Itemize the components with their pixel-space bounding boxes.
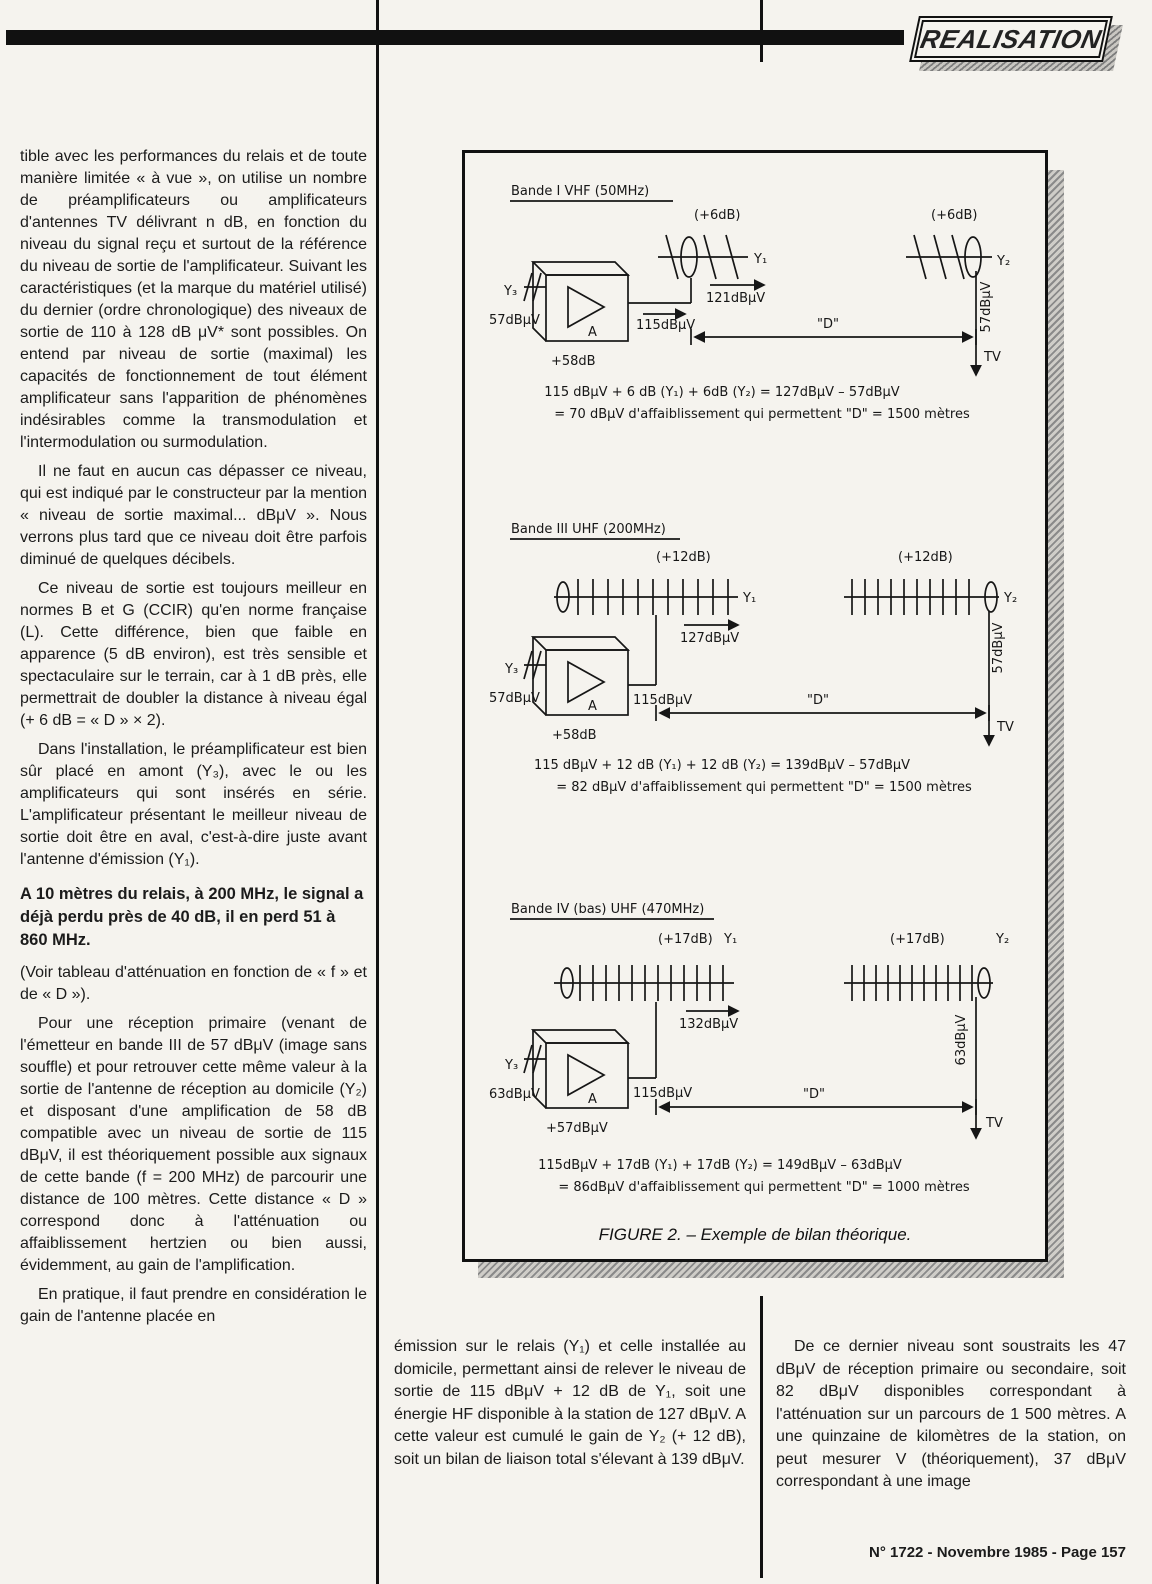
amp-output-level: 115dBμV	[636, 318, 696, 333]
downlead-level: 63dBμV	[954, 1014, 969, 1066]
amp-gain: +58dB	[551, 354, 596, 369]
paragraph-6: Pour une réception primaire (venant de l'émetteur en bande III de 57 dBμV (image sans souffle) et pour retrouver cette même valeur à la sortie de l'antenne de réception au domicile (Y₂) et disposant d'une amplification de 58 dB compatible avec un niveau de sortie de 115 dBμV, il est théoriquement possible aux signaux de cette bande (f = 200 MHz) de parcourir une distance de 100 mètres. Cette distance « D » correspond donc à l'atténuation ou affaiblissement hertzien ou bien aussi, évidemment, au gain de l'amplification.	[20, 1015, 367, 1274]
rx-antenna-y2	[906, 235, 992, 279]
amp-gain: +57dBμV	[546, 1121, 608, 1136]
section-heading: A 10 mètres du relais, à 200 MHz, le signal a déjà perdu près de 40 dB, il en perd 51 à 860 MHz.	[20, 885, 364, 949]
diagram-band-i-vhf	[466, 175, 1046, 437]
distance-label: "D"	[807, 693, 829, 708]
formula-line-2: = 86dBμV d'affaiblissement qui permettent "D" = 1000 mètres	[558, 1180, 970, 1195]
distance-label: "D"	[817, 317, 839, 332]
amp-letter: A	[588, 1092, 597, 1107]
tx-gain-label: (+17dB)	[658, 932, 713, 947]
rx-antenna-y2	[844, 965, 993, 1001]
distance-label: "D"	[803, 1087, 825, 1102]
amplifier-box	[533, 1030, 628, 1108]
y3-label: Y₃	[504, 284, 518, 299]
banner-label: REALISATION	[918, 23, 1105, 54]
pickup-antenna-y3	[524, 273, 546, 301]
paragraph-5: (Voir tableau d'atténuation en fonction de « f » et de « D »).	[20, 964, 367, 1003]
pickup-antenna-y3	[524, 651, 546, 679]
amp-letter: A	[588, 699, 597, 714]
y1-label: Y₁	[743, 591, 757, 606]
radiated-level: 127dBμV	[680, 631, 740, 646]
pickup-antenna-y3	[524, 1045, 546, 1073]
rx-antenna-y2	[844, 579, 999, 615]
amp-output-level: 115dBμV	[633, 693, 693, 708]
banner-box	[909, 16, 1113, 62]
diagram-title: Bande I VHF (50MHz)	[511, 184, 650, 199]
left-column	[20, 146, 367, 1335]
formula-line-2: = 70 dBμV d'affaiblissement qui permettent "D" = 1500 mètres	[554, 407, 970, 422]
paragraph: De ce dernier niveau sont soustraits les 47 dBμV de réception primaire ou secondaire, soit 82 dBμV disponibles correspondant à l'atténuation sur un parcours de 1 500 mètres. A une quinzaine de kilomètres de la station, on peut mesurer V (théoriquement), 37 dBμV correspondant à une image	[776, 1338, 1126, 1490]
bottom-right-column	[776, 1336, 1126, 1494]
radiated-level: 121dBμV	[706, 291, 766, 306]
tx-antenna-y1	[554, 579, 738, 615]
input-level: 57dBμV	[489, 313, 540, 328]
paragraph-3: Ce niveau de sortie est toujours meilleur en normes B et G (CCIR) qu'en norme française (L). Cette différence, bien que faible en apparence (5 dB environ), est très sensible et spectaculaire sur le terrain, car à 1 dB près, elle permettrait de doubler la distance à niveau égal (+ 6 dB = « D » × 2).	[20, 580, 367, 729]
top-rule-bar	[6, 30, 904, 45]
diagram-title: Bande III UHF (200MHz)	[511, 522, 666, 537]
tv-label: TV	[986, 1116, 1003, 1131]
y1-label: Y₁	[724, 932, 738, 947]
amp-letter: A	[588, 325, 597, 340]
bottom-middle-column	[394, 1336, 746, 1471]
paragraph-2: Il ne faut en aucun cas dépasser ce niveau, qui est indiqué par le constructeur par la mention « niveau de sortie maximal... dBμV ». Nous verrons plus tard que ce niveau doit être parfois diminué de quelques décibels.	[20, 463, 367, 568]
tx-gain-label: (+6dB)	[694, 208, 741, 223]
downlead-level: 57dBμV	[991, 622, 1006, 674]
input-level: 63dBμV	[489, 1087, 540, 1102]
y1-label: Y₁	[754, 252, 768, 267]
tv-label: TV	[997, 720, 1014, 735]
y3-label: Y₃	[505, 1058, 519, 1073]
banner-inner-border	[914, 20, 1108, 58]
amplifier-box	[533, 262, 628, 341]
y2-label: Y₂	[997, 254, 1011, 269]
diagram-band-iii	[466, 515, 1046, 800]
paragraph-4: Dans l'installation, le préamplificateur est bien sûr placé en amont (Y₃), avec le ou les amplificateurs qui sont insérés en série. L'amplificateur présentant le meilleur niveau de sortie doit être en aval, c'est-à-dire juste avant l'antenne d'émission (Y₁).	[20, 741, 367, 868]
formula-line-1: 115 dBμV + 12 dB (Y₁) + 12 dB (Y₂) = 139dBμV – 57dBμV	[533, 758, 911, 773]
radiated-level: 132dBμV	[679, 1017, 739, 1032]
input-level: 57dBμV	[489, 691, 540, 706]
realisation-banner	[914, 16, 1128, 74]
formula-line-1: 115 dBμV + 6 dB (Y₁) + 6dB (Y₂) = 127dBμV – 57dBμV	[544, 385, 900, 400]
diagram-title: Bande IV (bas) UHF (470MHz)	[511, 902, 705, 917]
column-rule-left	[376, 0, 379, 1584]
figure-caption: FIGURE 2. – Exemple de bilan théorique.	[598, 1225, 912, 1244]
amp-output-level: 115dBμV	[633, 1086, 693, 1101]
amplifier-box	[533, 637, 628, 715]
tx-antenna-y1	[554, 965, 734, 1001]
rx-gain-label: (+17dB)	[890, 932, 945, 947]
tx-antenna-y1	[658, 235, 748, 279]
y3-label: Y₃	[505, 662, 519, 677]
downlead-level: 57dBμV	[979, 281, 994, 333]
paragraph-7: En pratique, il faut prendre en considération le gain de l'antenne placée en	[20, 1286, 367, 1325]
formula-line-2: = 82 dBμV d'affaiblissement qui permettent "D" = 1500 mètres	[556, 780, 972, 795]
formula-line-1: 115dBμV + 17dB (Y₁) + 17dB (Y₂) = 149dBμV – 63dBμV	[538, 1158, 902, 1173]
paragraph: émission sur le relais (Y₁) et celle installée au domicile, permettant ainsi de relever le niveau de sortie de 115 dBμV + 12 dB de Y₁, soit une énergie HF disponible à la station de 127 dBμV. A cette valeur est cumulé le gain de Y₂ (+ 12 dB), soit un bilan de liaison total s'élevant à 139 dBμV.	[394, 1338, 746, 1468]
diagram-band-iv	[466, 895, 1046, 1205]
y2-label: Y₂	[996, 932, 1010, 947]
column-rule-bottom	[760, 1296, 763, 1578]
rx-gain-label: (+12dB)	[898, 550, 953, 565]
column-rule-top	[760, 0, 763, 62]
page-footer: N° 1722 - Novembre 1985 - Page 157	[869, 1544, 1126, 1561]
rx-gain-label: (+6dB)	[931, 208, 978, 223]
y2-label: Y₂	[1004, 591, 1018, 606]
paragraph-1: tible avec les performances du relais et de toute manière limitée « à vue », on utilise un nombre de préamplificateurs ou amplificateurs d'antennes TV délivrant n dB, en fonction du niveau du signal reçu et surtout de la référence du niveau de sortie de l'amplificateur. Suivant les caractéristiques (et la marque du matériel utilisé) du dernier (ordre chronologique) des niveaux de sortie de 110 à 128 dB μV* sont possibles. On entend par niveau de sortie (maximal) les capacités de fonctionnement de tout élément amplificateur sans l'apparition de phénomènes indésirables comme la transmodulation et l'intermodulation ou surmodulation.	[20, 148, 367, 451]
amp-gain: +58dB	[552, 728, 597, 743]
tv-label: TV	[984, 350, 1001, 365]
tx-gain-label: (+12dB)	[656, 550, 711, 565]
figure-2-box	[462, 150, 1048, 1262]
